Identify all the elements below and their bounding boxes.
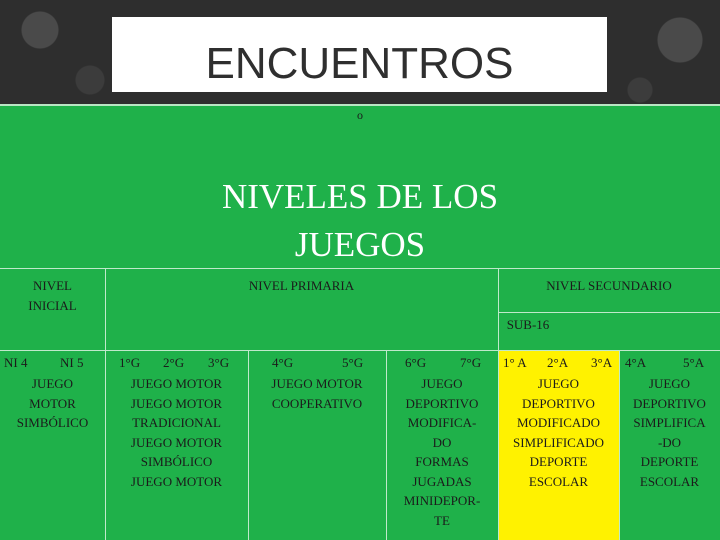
col3-line: JUEGO MOTOR bbox=[271, 376, 363, 391]
grade-4a: 4°A bbox=[625, 355, 647, 370]
col1-line: JUEGO bbox=[31, 376, 74, 391]
levels-table bbox=[0, 268, 720, 540]
main-title-line-2: JUEGOS bbox=[294, 225, 426, 264]
col6-line: SIMPLIFICA bbox=[633, 415, 706, 430]
level-inicial-line-2: INICIAL bbox=[28, 298, 77, 313]
col-segundo-ciclo-content bbox=[248, 374, 386, 413]
grade-4g: 4°G bbox=[272, 355, 294, 370]
slide-title: ENCUENTROS bbox=[205, 39, 514, 88]
col1-line: MOTOR bbox=[29, 395, 76, 411]
col1-line: SIMBÓLICO bbox=[16, 415, 89, 430]
main-title bbox=[0, 173, 720, 269]
col-primer-ciclo-content bbox=[105, 374, 248, 491]
grade-ni4: NI 4 bbox=[4, 355, 28, 370]
grade-3g: 3°G bbox=[208, 355, 230, 370]
col-inicial-content bbox=[0, 374, 105, 433]
col-secundaria-2-content bbox=[619, 374, 720, 491]
col2-line: JUEGO MOTOR bbox=[130, 434, 223, 450]
col4-line: TE bbox=[434, 512, 450, 528]
grade-5a: 5°A bbox=[683, 355, 705, 370]
col5-line: DEPORTIVO bbox=[522, 395, 595, 411]
col4-line: JUGADAS bbox=[412, 473, 472, 489]
sub-16-label: SUB-16 bbox=[506, 317, 550, 332]
level-inicial bbox=[0, 276, 105, 316]
main-title-line-1: NIVELES DE LOS bbox=[221, 177, 499, 216]
col-secundaria-1-content bbox=[498, 374, 619, 491]
grade-2a: 2°A bbox=[547, 355, 569, 370]
grade-1g: 1°G bbox=[119, 355, 141, 370]
col6-line: DEPORTE bbox=[640, 454, 699, 469]
col-tercer-ciclo-content bbox=[386, 374, 498, 530]
col4-line: DO bbox=[432, 434, 452, 450]
col6-line: ESCOLAR bbox=[639, 473, 700, 489]
col4-line: FORMAS bbox=[415, 454, 469, 469]
col5-line: DEPORTE bbox=[529, 454, 588, 469]
table-line-sub bbox=[498, 312, 720, 313]
col2-line: JUEGO MOTOR bbox=[130, 376, 223, 391]
col4-line: JUEGO bbox=[421, 376, 463, 391]
col5-line: MODIFICADO bbox=[516, 415, 601, 430]
level-primaria: NIVEL PRIMARIA bbox=[248, 278, 355, 293]
grade-5g: 5°G bbox=[342, 355, 364, 370]
title-box bbox=[112, 17, 607, 92]
col5-line: JUEGO bbox=[537, 376, 580, 391]
col5-line: SIMPLIFICADO bbox=[512, 434, 604, 450]
table-border-top bbox=[0, 268, 720, 269]
col2-line: JUEGO MOTOR bbox=[130, 395, 223, 411]
col3-line: COOPERATIVO bbox=[271, 395, 363, 411]
col6-line: DEPORTIVO bbox=[633, 395, 706, 411]
col5-line: ESCOLAR bbox=[528, 473, 589, 489]
grade-2g: 2°G bbox=[163, 355, 185, 370]
table-line-grades bbox=[0, 350, 720, 351]
grade-1a: 1° A bbox=[503, 355, 527, 370]
col4-line: MODIFICA- bbox=[407, 415, 477, 430]
col6-line: -DO bbox=[657, 434, 682, 450]
level-inicial-line-1: NIVEL bbox=[33, 278, 72, 293]
grade-6g: 6°G bbox=[405, 355, 427, 370]
level-secundaria: NIVEL SECUNDARIO bbox=[546, 278, 672, 293]
col2-line: JUEGO MOTOR bbox=[130, 473, 223, 489]
col2-line: SIMBÓLICO bbox=[140, 454, 213, 469]
grade-7g: 7°G bbox=[460, 355, 482, 370]
grade-3a: 3°A bbox=[591, 355, 613, 370]
col6-line: JUEGO bbox=[648, 376, 691, 391]
connector-text: o bbox=[357, 108, 363, 122]
grade-ni5: NI 5 bbox=[60, 355, 84, 370]
col4-line: DEPORTIVO bbox=[405, 395, 479, 411]
col4-line: MINIDEPOR- bbox=[403, 493, 481, 508]
col2-line: TRADICIONAL bbox=[132, 415, 221, 430]
